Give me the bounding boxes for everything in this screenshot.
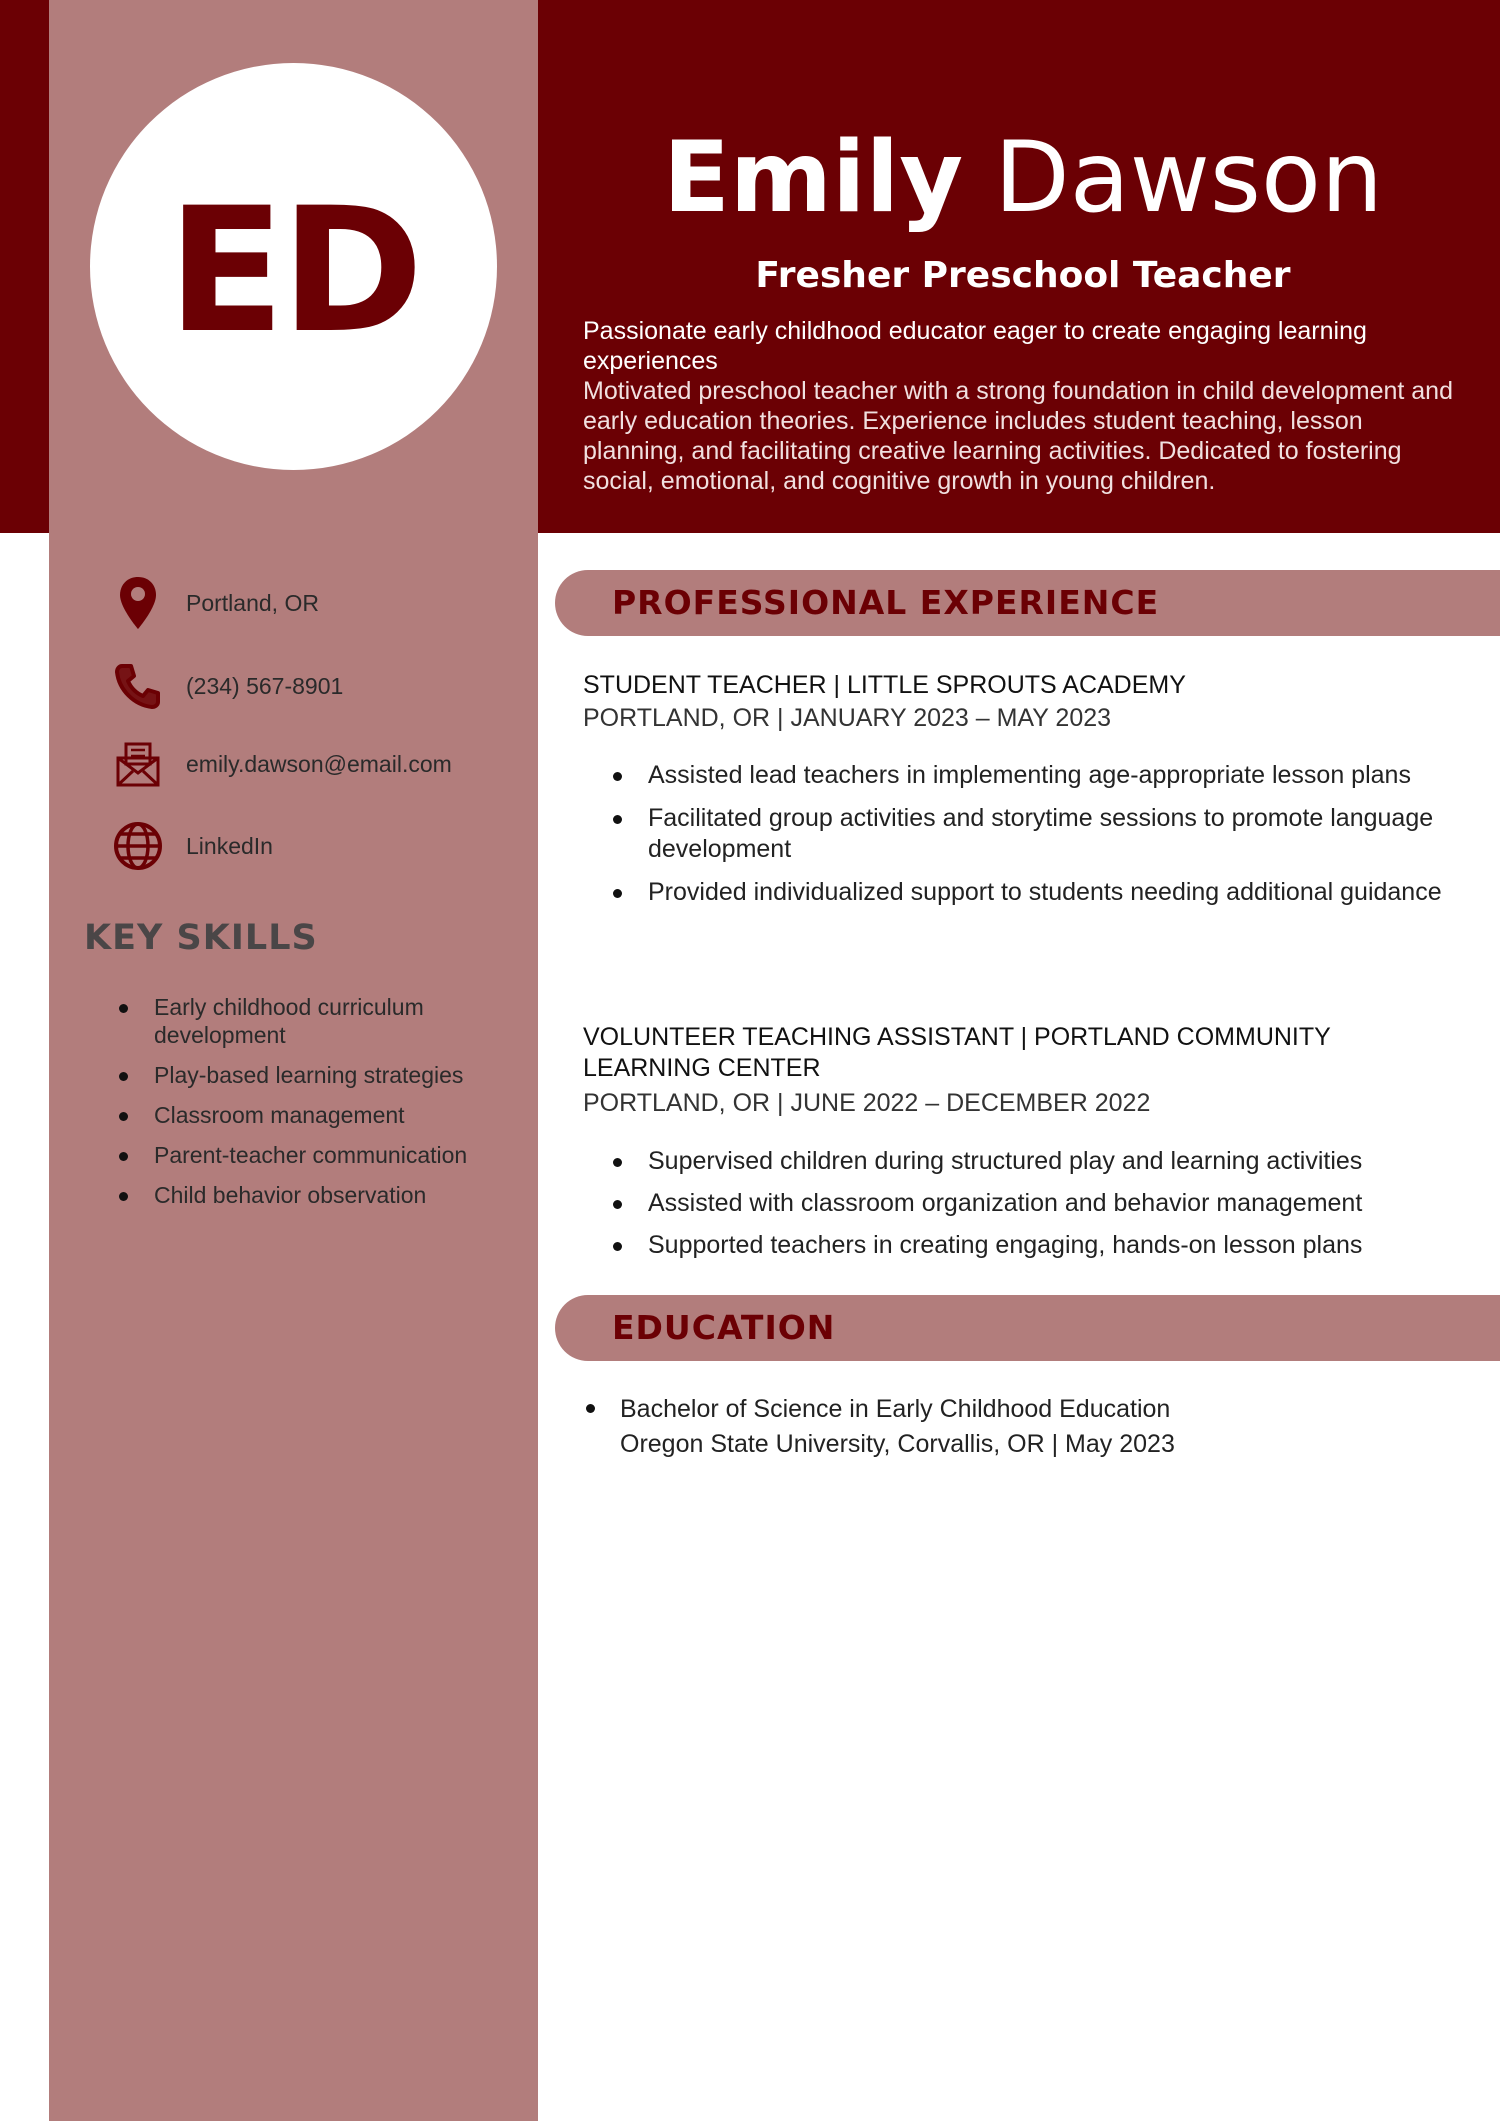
skill-item: Play-based learning strategies [118, 1061, 518, 1089]
list-item: Supervised children during structured play and learning activities [610, 1146, 1480, 1177]
contact-linkedin [112, 816, 273, 876]
skill-item: Early childhood curriculum development [118, 993, 518, 1049]
email-text[interactable]: emily.dawson@email.com [186, 750, 452, 777]
skill-item: Child behavior observation [118, 1181, 518, 1209]
contact-email [112, 734, 452, 794]
contact-phone [112, 656, 343, 716]
experience-heading: PROFESSIONAL EXPERIENCE [612, 583, 1160, 622]
globe-icon [112, 820, 164, 872]
job-2-bullets [610, 1146, 1480, 1272]
degree-text: Bachelor of Science in Early Childhood Education [620, 1395, 1171, 1423]
school-text: Oregon State University, Corvallis, OR | May 2023 [620, 1430, 1175, 1458]
job-1-meta: PORTLAND, OR | JANUARY 2023 – MAY 2023 [583, 704, 1112, 732]
job-2-meta: PORTLAND, OR | JUNE 2022 – DECEMBER 2022 [583, 1089, 1151, 1117]
skill-item: Parent-teacher communication [118, 1141, 518, 1169]
skill-item: Classroom management [118, 1101, 518, 1129]
list-item: Supported teachers in creating engaging, hands-on lesson plans [610, 1230, 1480, 1261]
first-name: Emily [662, 121, 964, 235]
job-title: Fresher Preschool Teacher [755, 255, 1291, 296]
last-name: Dawson [994, 121, 1384, 235]
education-heading: EDUCATION [612, 1308, 836, 1347]
list-item: Assisted lead teachers in implementing age-appropriate lesson plans [610, 760, 1480, 791]
list-item: Assisted with classroom organization and behavior management [610, 1188, 1480, 1219]
summary-headline: Passionate early childhood educator eager to create engaging learning experiences [583, 317, 1367, 375]
list-item: Facilitated group activities and storytime sessions to promote language development [610, 803, 1480, 865]
phone-icon [112, 660, 164, 712]
phone-text: (234) 567-8901 [186, 672, 344, 699]
monogram-initials: ED [167, 170, 420, 371]
contact-location [112, 573, 319, 633]
skills-heading: KEY SKILLS [84, 918, 318, 958]
education-item [583, 1392, 1463, 1462]
job-1-heading: STUDENT TEACHER | LITTLE SPROUTS ACADEMY [583, 671, 1186, 699]
job-2-heading: VOLUNTEER TEACHING ASSISTANT | PORTLAND COMMUNITY LEARNING CENTER [583, 1023, 1331, 1082]
candidate-name [583, 118, 1463, 238]
location-pin-icon [112, 577, 164, 629]
skills-list [118, 993, 518, 1221]
monogram-circle [90, 63, 497, 470]
email-icon [112, 738, 164, 790]
linkedin-link[interactable]: LinkedIn [186, 832, 273, 859]
summary-body: Motivated preschool teacher with a strong foundation in child development and early education theories. Experience includes student teaching, lesson planning, and facilitating creative learning activities. Dedicated to fostering social, emotional, and cognitive growth in young children. [583, 377, 1453, 495]
list-item: Provided individualized support to students needing additional guidance [610, 877, 1480, 908]
job-1-bullets [610, 760, 1480, 920]
location-text: Portland, OR [186, 589, 319, 616]
